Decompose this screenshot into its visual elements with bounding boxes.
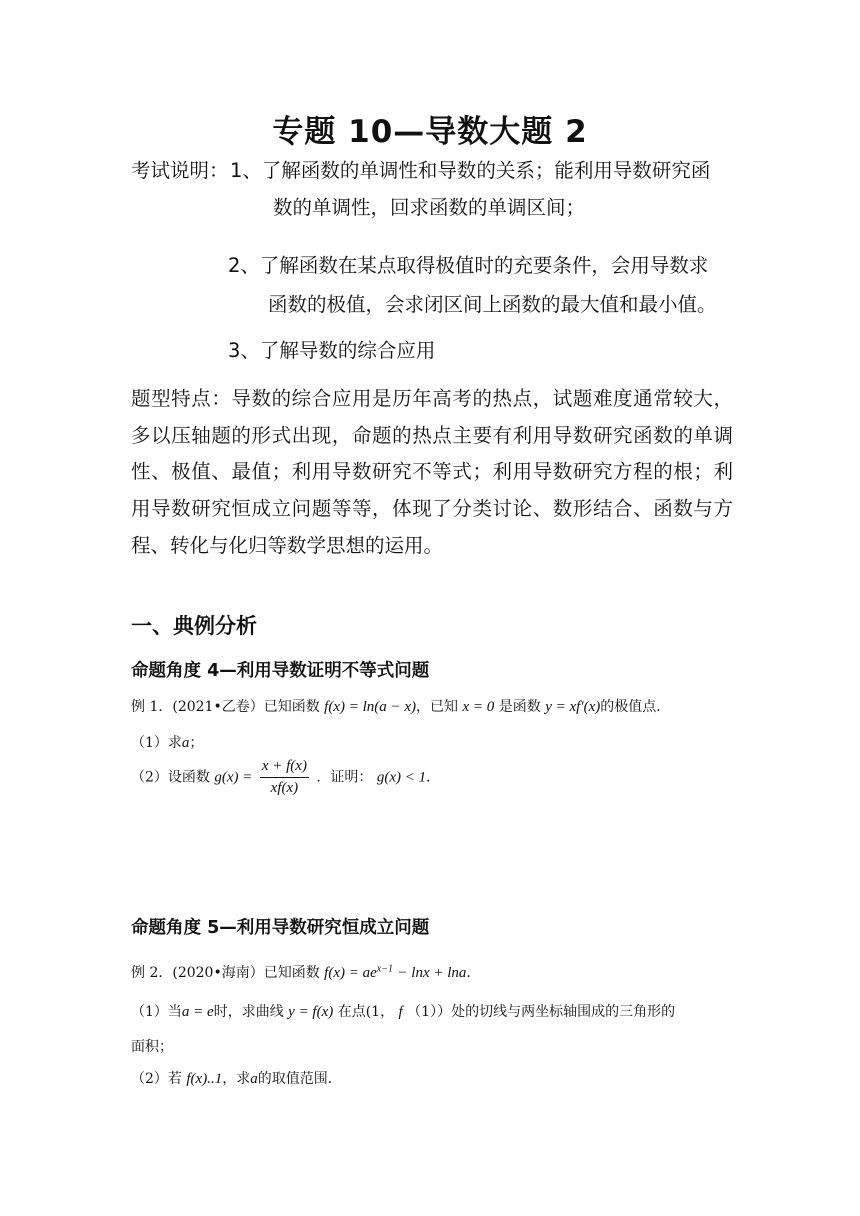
exam-note-2-line1: 2、了解函数在某点取得极值时的充要条件，会用导数求 — [228, 254, 709, 277]
example1-g-numerator: x + f(x) — [260, 758, 309, 778]
example2-q2-var: a — [250, 1071, 258, 1087]
example1-suffix: 的极值点． — [600, 699, 671, 715]
example2-q1-mid3: （1））处的切线与两坐标轴围成的三角形的 — [407, 1004, 676, 1020]
section-heading: 一、典例分析 — [131, 614, 257, 638]
example1-mid: ，已知 — [416, 699, 459, 715]
exam-notes-label: 考试说明： — [131, 159, 229, 182]
example2-q2-inequality: f(x)..1 — [186, 1071, 223, 1087]
example2-function-def-b: − lnx + lna — [397, 965, 467, 981]
example1-y-def: y = xf′(x) — [545, 699, 601, 715]
example1-x0: x = 0 — [462, 699, 495, 715]
example2-q1-cond: a = e — [181, 1004, 214, 1020]
exam-note-2-line2: 函数的极值，会求闭区间上函数的最大值和最小值。 — [268, 293, 717, 316]
example2-q2 — [131, 1068, 342, 1088]
example1-q2-prefix: （2）设函数 — [131, 769, 210, 786]
example1-q1-suffix: ； — [189, 735, 204, 751]
example1-statement — [131, 696, 670, 716]
example2-q2-suffix: 的取值范围． — [257, 1071, 342, 1087]
page-title: 专题 10—导数大题 2 — [272, 114, 588, 150]
example1-q1 — [131, 732, 203, 752]
example1-q2-suffix: ． — [426, 769, 441, 786]
example2-q1-f: f — [398, 1004, 403, 1020]
example2-q1-line2: 面积； — [131, 1039, 173, 1055]
example2-q1-mid: 时，求曲线 — [213, 1004, 284, 1020]
example2-q2-mid: ，求 — [222, 1071, 251, 1087]
exam-note-1-line1: 1、了解函数的单调性和导数的关系；能利用导数研究函 — [230, 159, 711, 182]
example1-g-fraction — [260, 758, 309, 797]
example2-prefix: 例 2．(2020•海南）已知函数 — [131, 965, 320, 981]
example2-statement — [131, 962, 480, 982]
example2-q1-line1 — [131, 1001, 675, 1021]
example1-function-def: f(x) = ln(a − x) — [324, 699, 417, 715]
example2-q2-prefix: （2）若 — [131, 1071, 182, 1087]
angle4-heading: 命题角度 4—利用导数证明不等式问题 — [131, 661, 430, 681]
question-features-paragraph: 题型特点：导数的综合应用是历年高考的热点，试题难度通常较大，多以压轴题的形式出现，命题的热点主要有利用导数研究函数的单调性、极值、最值；利用导数研究不等式；利用导数研究方程的根；利用导数研究恒成立问题等等，体现了分类讨论、数形结合、函数与方程、转化与化归等数学思想的运用。 — [131, 387, 733, 557]
example1-q1-var: a — [181, 735, 190, 751]
example2-q1-prefix: （1）当 — [131, 1004, 182, 1020]
example1-prefix: 例 1．(2021•乙卷）已知函数 — [131, 699, 320, 715]
example1-g-denominator: xf(x) — [270, 780, 299, 796]
example1-g-inequality: g(x) < 1 — [376, 769, 427, 786]
example1-q2 — [131, 758, 440, 797]
exam-note-1-line2: 数的单调性，回求函数的单调区间； — [273, 196, 586, 219]
example2-q1-mid2: 在点(1， — [337, 1004, 395, 1020]
example2-q1-curve: y = f(x) — [288, 1004, 334, 1020]
angle5-heading: 命题角度 5—利用导数研究恒成立问题 — [131, 918, 430, 938]
example1-mid2: 是函数 — [498, 699, 541, 715]
example1-q2-mid: ．证明： — [316, 769, 373, 786]
example1-q1-prefix: （1）求 — [131, 735, 182, 751]
example1-g-lhs: g(x) = — [214, 769, 253, 786]
example2-function-def-a: f(x) = ae — [324, 965, 377, 981]
example2-exponent: x−1 — [376, 963, 393, 975]
exam-note-3: 3、了解导数的综合应用 — [228, 339, 436, 362]
example2-suffix: ． — [466, 965, 481, 981]
